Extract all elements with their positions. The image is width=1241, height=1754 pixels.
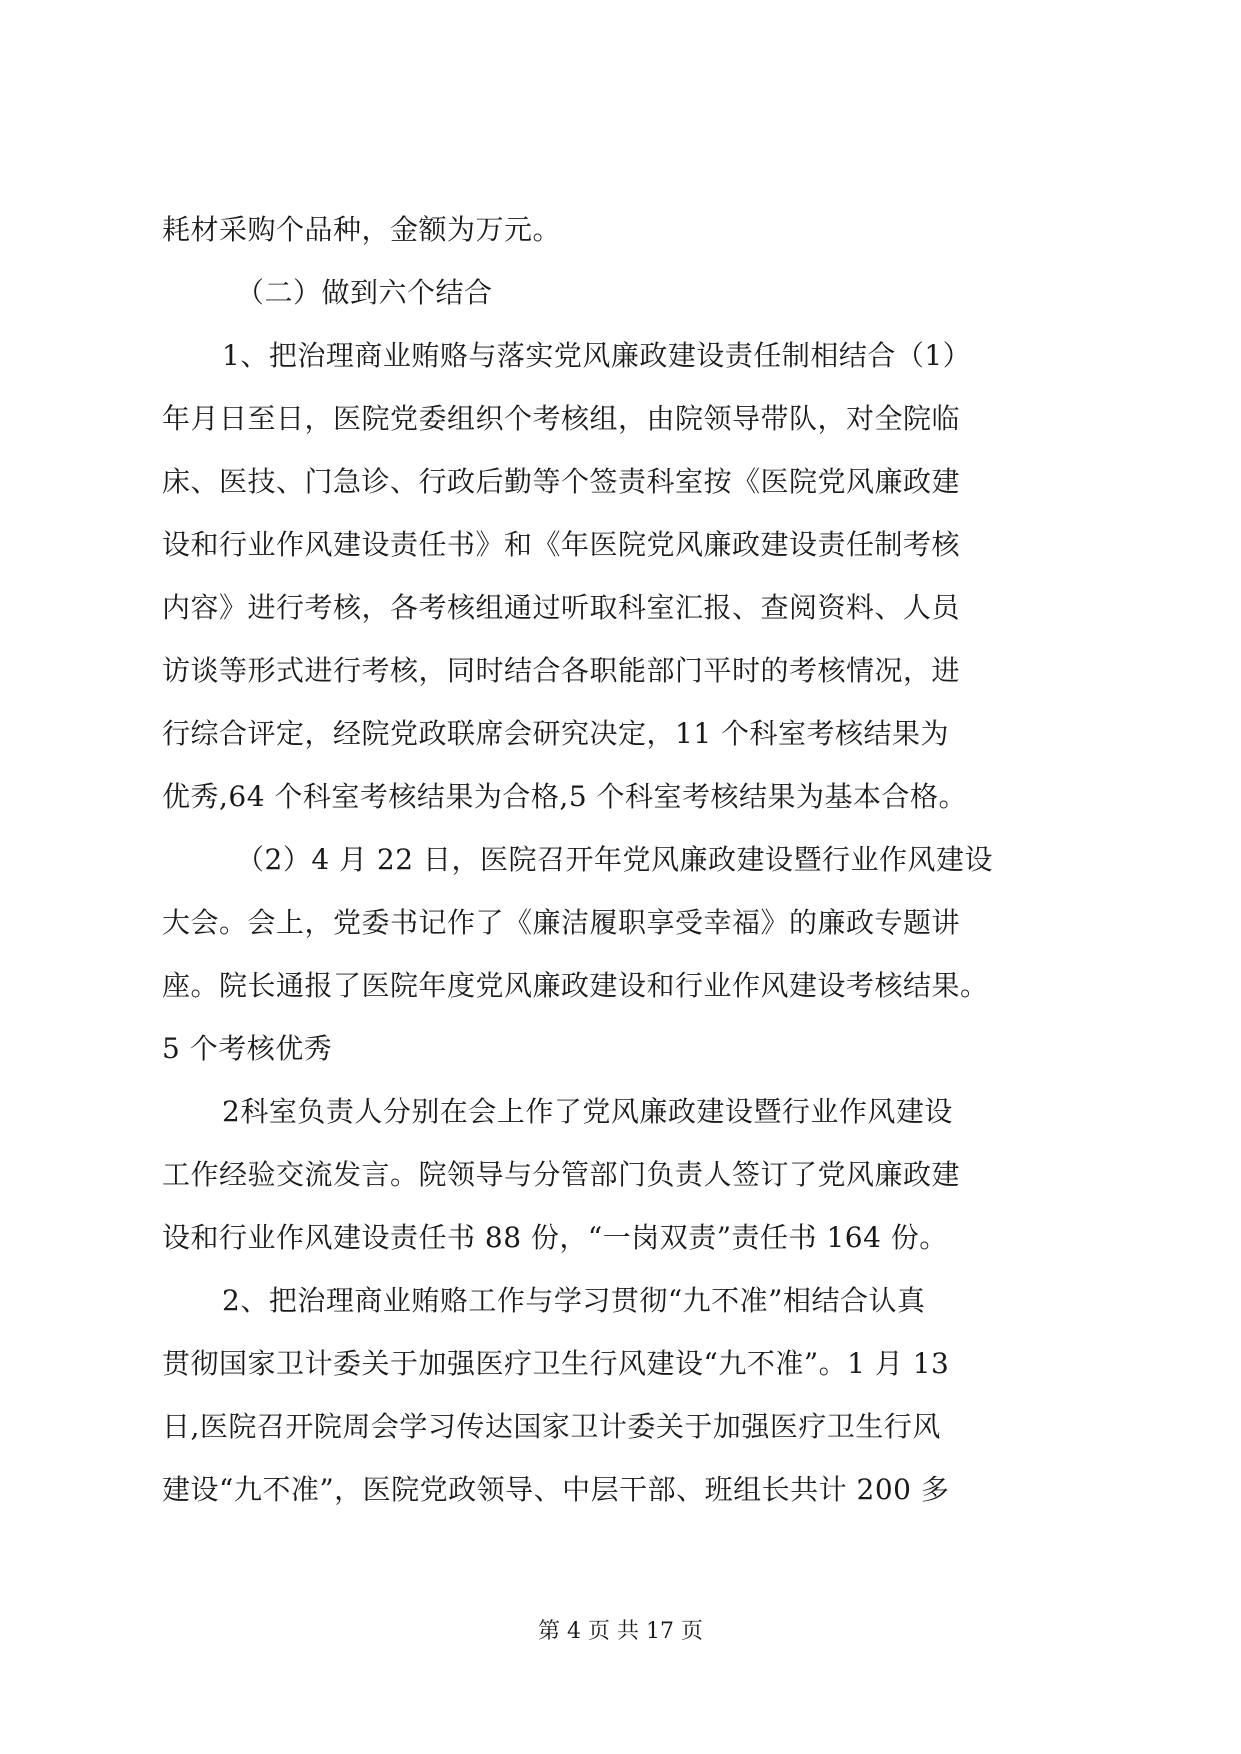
body-text — [162, 198, 1090, 1521]
text-line: 内容》进行考核，各考核组通过听取科室汇报、查阅资料、人员 — [162, 591, 961, 624]
section-heading: （二）做到六个结合 — [236, 276, 493, 309]
text-line: 设和行业作风建设责任书 88 份，“一岗双责”责任书 164 份。 — [162, 1221, 948, 1254]
text-line: （2）4 月 22 日，医院召开年党风廉政建设暨行业作风建设 — [236, 843, 993, 876]
page-number-footer: 第 4 页 共 17 页 — [538, 1619, 703, 1644]
text-line: 行综合评定，经院党政联席会研究决定，11 个科室考核结果为 — [162, 717, 950, 750]
text-line: 日,医院召开院周会学习传达国家卫计委关于加强医疗卫生行风 — [162, 1410, 941, 1443]
text-line: 优秀,64 个科室考核结果为合格,5 个科室考核结果为基本合格。 — [162, 780, 968, 813]
text-line: 设和行业作风建设责任书》和《年医院党风廉政建设责任制考核 — [162, 528, 961, 561]
text-line: 大会。会上，党委书记作了《廉洁履职享受幸福》的廉政专题讲 — [162, 906, 961, 939]
text-line: 年月日至日，医院党委组织个考核组，由院领导带队，对全院临 — [162, 402, 961, 435]
text-line: 2科室负责人分别在会上作了党风廉政建设暨行业作风建设 — [222, 1095, 953, 1128]
text-line: 座。院长通报了医院年度党风廉政建设和行业作风建设考核结果。 — [162, 969, 989, 1002]
text-line: 床、医技、门急诊、行政后勤等个签责科室按《医院党风廉政建 — [162, 465, 961, 498]
text-line: 耗材采购个品种，金额为万元。 — [162, 213, 562, 246]
text-line: 建设“九不准”，医院党政领导、中层干部、班组长共计 200 多 — [162, 1473, 950, 1506]
text-line: 2、把治理商业贿赂工作与学习贯彻“九不准”相结合认真 — [222, 1284, 926, 1317]
text-line: 访谈等形式进行考核，同时结合各职能部门平时的考核情况，进 — [162, 654, 961, 687]
text-line: 1、把治理商业贿赂与落实党风廉政建设责任制相结合（1） — [222, 339, 972, 372]
text-line: 贯彻国家卫计委关于加强医疗卫生行风建设“九不准”。1 月 13 — [162, 1347, 950, 1380]
text-line: 5 个考核优秀 — [162, 1032, 333, 1065]
text-line: 工作经验交流发言。院领导与分管部门负责人签订了党风廉政建 — [162, 1158, 961, 1191]
